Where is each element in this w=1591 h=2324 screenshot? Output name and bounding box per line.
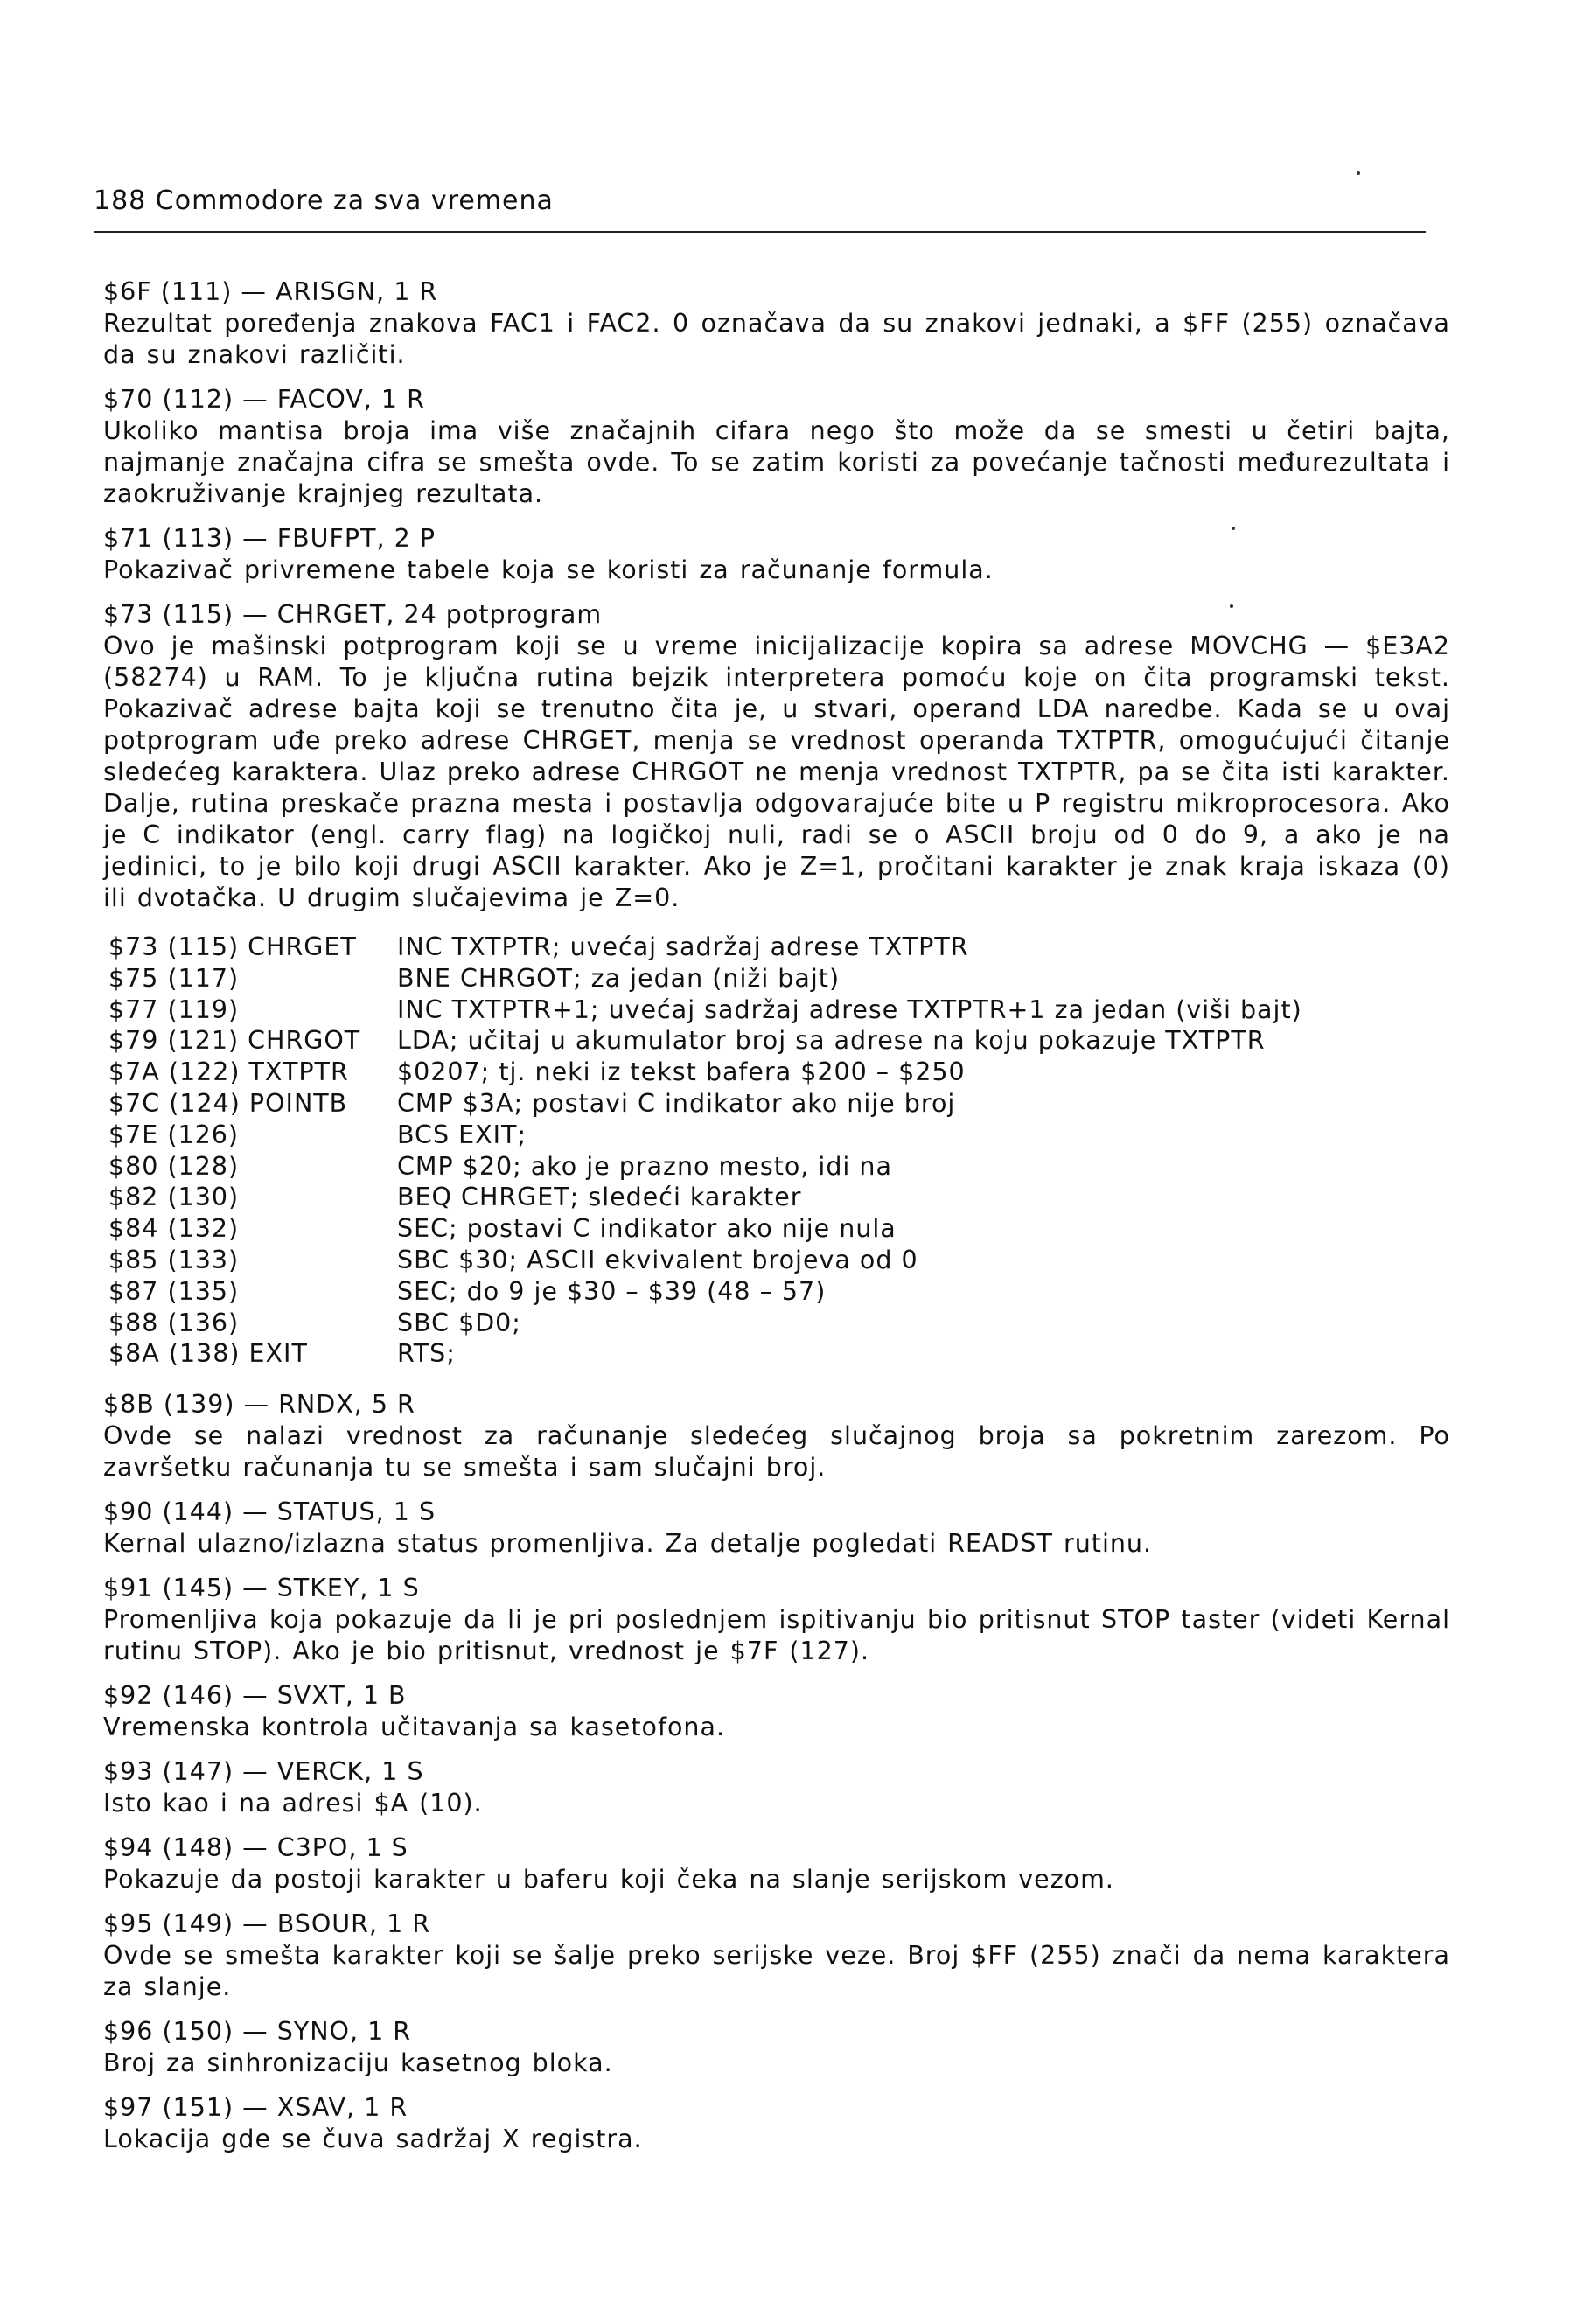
entry-heading: $73 (115) — CHRGET, 24 potprogram — [103, 600, 603, 629]
memory-entry — [103, 1680, 1450, 1743]
entry-heading: $90 (144) — STATUS, 1 S — [103, 1497, 436, 1527]
code-line — [108, 1088, 1450, 1120]
entry-description: Kernal ulazno/izlazna status promenljiva. Za detalje pogledati READST rutinu. — [103, 1529, 1153, 1559]
entry-list — [103, 1389, 1450, 2155]
code-address: $84 (132) — [108, 1214, 240, 1244]
entry-heading: $96 (150) — SYNO, 1 R — [103, 2017, 412, 2047]
code-instruction: INC TXTPTR+1; uvećaj sadržaj adrese TXTPTR+1 za jedan (viši bajt) — [397, 995, 1302, 1024]
code-instruction: BNE CHRGOT; za jedan (niži bajt) — [397, 963, 841, 993]
code-instruction: $0207; tj. neki iz tekst bafera $200 – $250 — [397, 1057, 966, 1087]
entry-heading: $97 (151) — XSAV, 1 R — [103, 2093, 408, 2123]
code-line — [108, 995, 1450, 1026]
code-line — [108, 1151, 1450, 1183]
code-listing — [108, 932, 1450, 1370]
code-address: $7C (124) POINTB — [108, 1088, 348, 1118]
code-instruction: BEQ CHRGET; sledeći karakter — [397, 1183, 802, 1212]
code-address: $77 (119) — [108, 995, 240, 1024]
memory-entry — [103, 1573, 1450, 1667]
scan-speck — [1357, 171, 1360, 175]
code-line — [108, 1276, 1450, 1308]
entry-description: Pokazuje da postoji karakter u baferu koji čeka na slanje serijskom vezom. — [103, 1865, 1114, 1895]
code-line — [108, 1025, 1450, 1057]
code-address: $85 (133) — [108, 1245, 240, 1274]
code-instruction: RTS; — [397, 1339, 456, 1369]
code-line — [108, 932, 1450, 963]
entry-description: Ovde se nalazi vrednost za računanje sledećeg slučajnog broja sa pokretnim zarezom. Po završetku računanja tu se smešta i sam slučajni broj. — [103, 1421, 1450, 1483]
memory-entry — [103, 1497, 1450, 1560]
code-line — [108, 1338, 1450, 1370]
entry-heading: $95 (149) — BSOUR, 1 R — [103, 1909, 431, 1939]
page-body — [103, 276, 1450, 2168]
entry-description: Lokacija gde se čuva sadržaj X registra. — [103, 2125, 643, 2154]
memory-entry — [103, 1756, 1450, 1819]
code-instruction: SEC; postavi C indikator ako nije nula — [397, 1214, 897, 1244]
code-line — [108, 1057, 1450, 1088]
entry-description: Ukoliko mantisa broja ima više značajnih cifara nego što može da se smesti u četiri bajta, najmanje značajna cifra se smešta ovde. To se zatim koristi za povećanje tačnosti međurezultata i zaokruživanje krajnjeg rezultata. — [103, 416, 1450, 508]
code-instruction: INC TXTPTR; uvećaj sadržaj adrese TXTPTR — [397, 932, 969, 961]
code-line — [108, 1245, 1450, 1276]
memory-entry — [103, 1832, 1450, 1895]
entry-heading: $94 (148) — C3PO, 1 S — [103, 1833, 408, 1863]
code-address: $7E (126) — [108, 1120, 239, 1149]
code-address: $88 (136) — [108, 1308, 240, 1337]
entry-description: Promenljiva koja pokazuje da li je pri poslednjem ispitivanju bio pritisnut STOP taster (videti Kernal rutinu STOP). Ako je bio pritisnut, vrednost je $7F (127). — [103, 1605, 1450, 1666]
entry-description: Vremenska kontrola učitavanja sa kasetofona. — [103, 1713, 726, 1742]
entry-description: Rezultat poređenja znakova FAC1 i FAC2. 0 označava da su znakovi jednaki, a $FF (255) označava da su znakovi različiti. — [103, 309, 1450, 369]
code-line — [108, 1182, 1450, 1213]
code-instruction: CMP $20; ako je prazno mesto, idi na — [397, 1151, 892, 1181]
code-line — [108, 1120, 1450, 1151]
memory-entry — [103, 276, 1450, 371]
memory-entry — [103, 599, 1450, 914]
entry-description: Pokazivač privremene tabele koja se koristi za računanje formula. — [103, 555, 994, 584]
entry-list — [103, 276, 1450, 914]
code-address: $7A (122) TXTPTR — [108, 1057, 349, 1087]
code-instruction: LDA; učitaj u akumulator broj sa adrese na koju pokazuje TXTPTR — [397, 1026, 1266, 1056]
code-line — [108, 1213, 1450, 1245]
code-instruction: CMP $3A; postavi C indikator ako nije broj — [397, 1088, 956, 1118]
memory-entry — [103, 384, 1450, 510]
memory-entry — [103, 1389, 1450, 1483]
code-address: $82 (130) — [108, 1183, 240, 1212]
code-instruction: SBC $D0; — [397, 1308, 521, 1337]
entry-heading: $8B (139) — RNDX, 5 R — [103, 1390, 415, 1420]
entry-description: Ovo je mašinski potprogram koji se u vreme inicijalizacije kopira sa adrese MOVCHG — $E3A2 (58274) u RAM. To je ključna rutina bejzik interpretera pomoću koje on čita programski tekst. Pokazivač adrese bajta koji se trenutno čita je, u stvari, operand LDA naredbe. Kada se u ovaj potprogram uđe preko adrese CHRGET, menja se vrednost operanda TXTPTR, omogućujući čitanje sledećeg karaktera. Ulaz preko adrese CHRGOT ne menja vrednost TXTPTR, pa se čita isti karakter. Dalje, rutina preskače prazna mesta i postavlja odgovarajuće bite u P registru mikroprocesora. Ako je C indikator (engl. carry flag) na logičkoj nuli, radi se o ASCII broju od 0 do 9, a ako je na jedinici, to je bilo koji drugi ASCII karakter. Ako je Z=1, pročitani karakter je znak kraja iskaza (0) ili dvotačka. U drugim slučajevima je Z=0. — [103, 632, 1450, 912]
code-address: $80 (128) — [108, 1151, 240, 1181]
running-header: 188 Commodore za sva vremena — [94, 185, 554, 216]
entry-description: Ovde se smešta karakter koji se šalje preko serijske veze. Broj $FF (255) znači da nema karaktera za slanje. — [103, 1941, 1450, 2002]
entry-heading: $91 (145) — STKEY, 1 S — [103, 1574, 420, 1603]
memory-entry — [103, 2092, 1450, 2155]
code-instruction: SEC; do 9 je $30 – $39 (48 – 57) — [397, 1276, 827, 1306]
code-address: $75 (117) — [108, 963, 240, 993]
entry-heading: $92 (146) — SVXT, 1 B — [103, 1681, 407, 1711]
entry-heading: $71 (113) — FBUFPT, 2 P — [103, 524, 436, 553]
code-line — [108, 963, 1450, 995]
code-address: $87 (135) — [108, 1276, 240, 1306]
memory-entry — [103, 1909, 1450, 2003]
entry-description: Isto kao i na adresi $A (10). — [103, 1789, 483, 1818]
code-address: $79 (121) CHRGOT — [108, 1026, 361, 1056]
code-address: $8A (138) EXIT — [108, 1339, 308, 1369]
entry-heading: $70 (112) — FACOV, 1 R — [103, 385, 425, 414]
header-rule — [94, 231, 1426, 233]
entry-description: Broj za sinhronizaciju kasetnog bloka. — [103, 2048, 613, 2078]
code-address: $73 (115) CHRGET — [108, 932, 357, 961]
memory-entry — [103, 523, 1450, 586]
code-line — [108, 1308, 1450, 1339]
entry-heading: $93 (147) — VERCK, 1 S — [103, 1757, 424, 1787]
code-instruction: SBC $30; ASCII ekvivalent brojeva od 0 — [397, 1245, 918, 1274]
entry-heading: $6F (111) — ARISGN, 1 R — [103, 277, 438, 306]
memory-entry — [103, 2016, 1450, 2079]
code-instruction: BCS EXIT; — [397, 1120, 527, 1149]
